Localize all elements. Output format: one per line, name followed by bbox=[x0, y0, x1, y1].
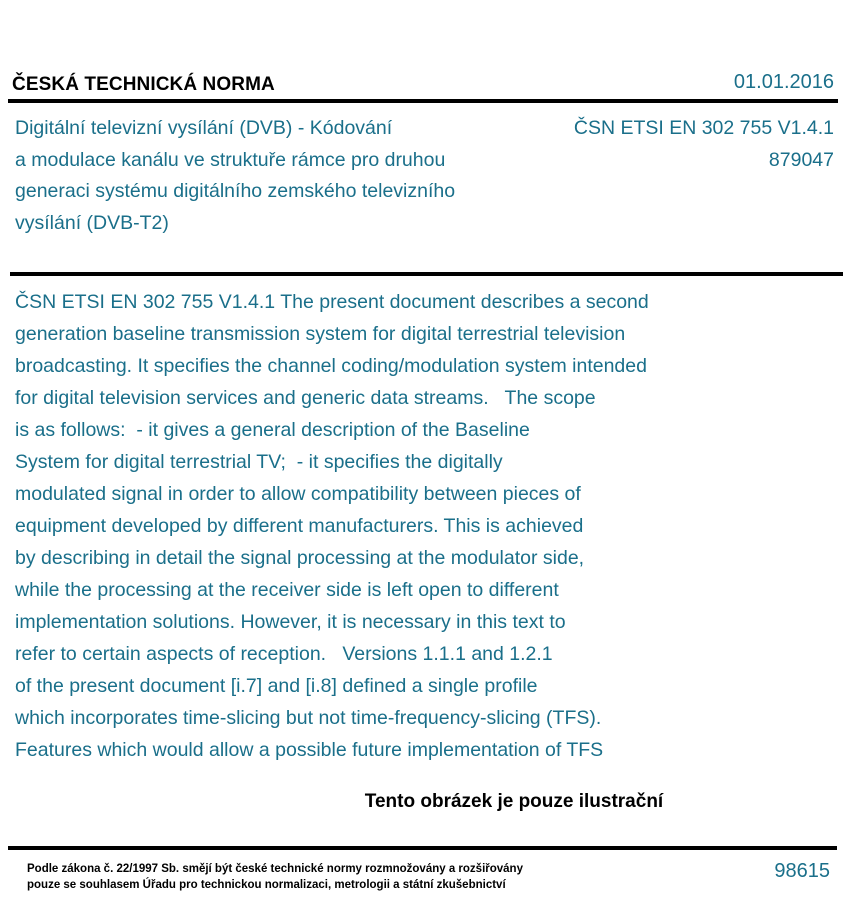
legal-line: pouze se souhlasem Úřadu pro technickou normalizaci, metrologii a státní zkušebnictví bbox=[27, 878, 506, 891]
abstract-line: ČSN ETSI EN 302 755 V1.4.1 The present document describes a second bbox=[15, 291, 649, 313]
abstract-line: generation baseline transmission system for digital terrestrial television bbox=[15, 323, 626, 345]
issue-date: 01.01.2016 bbox=[733, 71, 834, 93]
standard-code: ČSN ETSI EN 302 755 V1.4.1 bbox=[573, 117, 834, 139]
title-line: Digitální televizní vysílání (DVB) - Kódování bbox=[15, 117, 393, 139]
title-rule bbox=[10, 272, 843, 276]
illustration-note: Tento obrázek je pouze ilustrační bbox=[364, 791, 664, 812]
abstract-line: modulated signal in order to allow compatibility between pieces of bbox=[15, 483, 581, 505]
legal-notice bbox=[27, 862, 523, 893]
abstract-line: Features which would allow a possible future implementation of TFS bbox=[15, 739, 604, 761]
abstract-line: while the processing at the receiver side is left open to different bbox=[15, 579, 559, 601]
document-id: 98615 bbox=[774, 860, 830, 882]
abstract-line: System for digital terrestrial TV; - it specifies the digitally bbox=[15, 451, 503, 473]
title-line: generaci systému digitálního zemského televizního bbox=[15, 180, 456, 202]
title-line: a modulace kanálu ve struktuře rámce pro druhou bbox=[15, 148, 446, 171]
abstract-line: is as follows: - it gives a general description of the Baseline bbox=[15, 419, 530, 441]
abstract-text bbox=[15, 286, 775, 766]
title-line: vysílání (DVB-T2) bbox=[15, 211, 169, 234]
class-number: 879047 bbox=[768, 148, 834, 171]
footer-rule bbox=[8, 846, 837, 850]
document-title bbox=[15, 113, 535, 239]
header-rule bbox=[8, 99, 838, 103]
norm-heading: ČESKÁ TECHNICKÁ NORMA bbox=[12, 74, 275, 95]
abstract-line: by describing in detail the signal processing at the modulator side, bbox=[15, 547, 585, 569]
abstract-line: refer to certain aspects of reception. Versions 1.1.1 and 1.2.1 bbox=[15, 643, 553, 665]
abstract-line: of the present document [i.7] and [i.8] defined a single profile bbox=[15, 675, 538, 697]
abstract-line: equipment developed by different manufacturers. This is achieved bbox=[15, 515, 584, 537]
legal-line: Podle zákona č. 22/1997 Sb. smějí být české technické normy rozmnožovány a rozšiřovány bbox=[27, 863, 523, 875]
abstract-line: broadcasting. It specifies the channel coding/modulation system intended bbox=[15, 355, 647, 377]
abstract-line: for digital television services and generic data streams. The scope bbox=[15, 387, 596, 409]
abstract-line: which incorporates time-slicing but not time-frequency-slicing (TFS). bbox=[15, 707, 602, 729]
abstract-line: implementation solutions. However, it is necessary in this text to bbox=[15, 611, 566, 633]
standard-identifiers bbox=[574, 113, 834, 176]
